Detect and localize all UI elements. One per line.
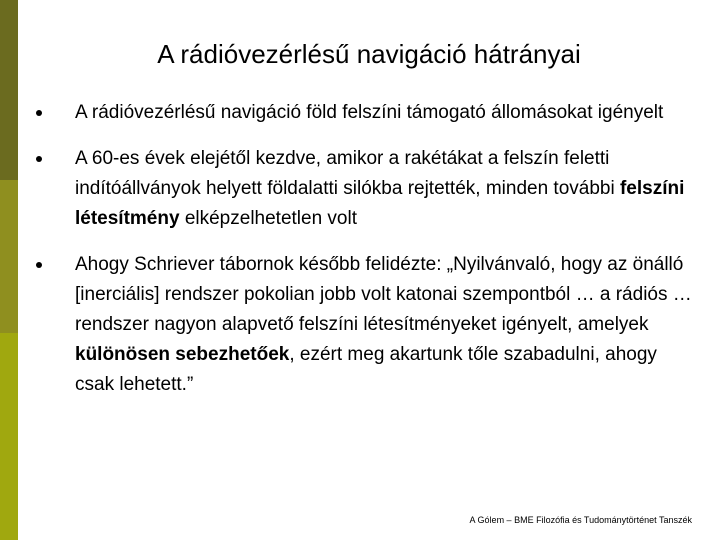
slide-title: A rádióvezérlésű navigáció hátrányai [157,39,581,69]
sidebar-segment-middle [0,180,18,333]
bullet-dot-icon [36,110,42,116]
sidebar-segment-top [0,0,18,180]
bullet-dot-icon [36,156,42,162]
bullet-emphasis: felszíni létesítmény [75,178,685,229]
bullet-item-1 [36,98,696,128]
bullet-text-after: elképzelhetetlen volt [179,208,357,229]
bullet-emphasis: különösen sebezhetőek [75,344,290,365]
bullet-item-3 [36,250,696,400]
bullet-item-2 [36,144,696,234]
bullet-text-before: A 60-es évek elejétől kezdve, amikor a rakétákat a felszín feletti indítóállványok helyett földalatti silókba rejtették, minden további [75,148,620,199]
bullet-dot-icon [36,262,42,268]
bullet-text-before: Ahogy Schriever tábornok később felidézte: „Nyilvánvaló, hogy az önálló [inerciális] rendszer pokolian jobb volt katonai szempontból … a rádiós … rendszer nagyon alapvető felszíni létesítményeket igényelt, amelyek [75,254,692,335]
bullet-text: A rádióvezérlésű navigáció föld felszíni támogató állomásokat igényelt [75,102,664,123]
sidebar-accent-bar [0,0,18,540]
slide-footer: A Gólem – BME Filozófia és Tudománytörténet Tanszék [469,515,692,525]
bullet-list [36,98,696,400]
bullet-text-after: , ezért meg akartunk tőle szabadulni, ahogy csak lehetett.” [75,344,657,395]
sidebar-segment-bottom [0,333,18,540]
